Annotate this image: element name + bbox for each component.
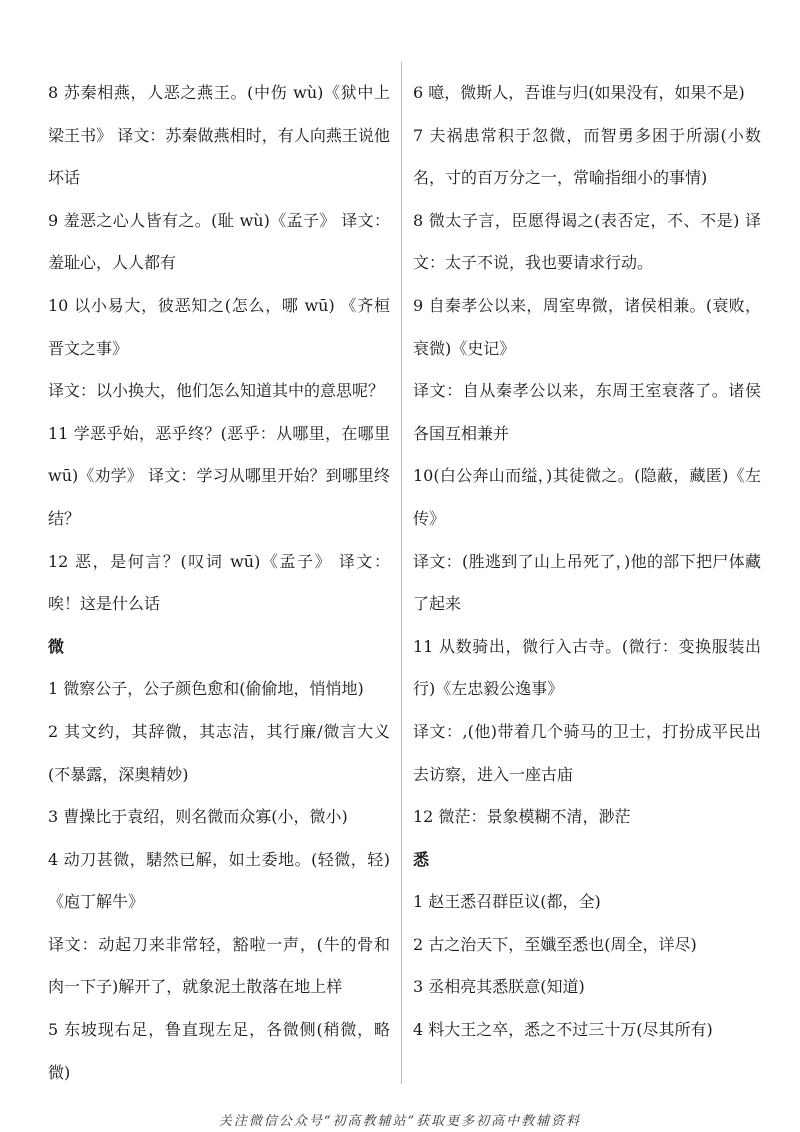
entry-wei-6: 6 噫，微斯人，吾谁与归(如果没有，如果不是) xyxy=(413,83,745,102)
left-column xyxy=(48,72,390,1094)
entry-wei-10: 10(白公奔山而缢，)其徒微之。(隐蔽，藏匿)《左传》 xyxy=(413,466,761,528)
entry-wei-11: 11 从数骑出，微行入古寺。(微行：变换服装出行)《左忠毅公逸事》 xyxy=(413,636,761,699)
entry-wu-9: 9 羞恶之心人皆有之。(耻 wù)《孟子》 译文：羞耻心，人人都有 xyxy=(48,210,390,273)
entry-wu-8: 8 苏秦相燕，人恶之燕王。(中伤 wù)《狱中上梁王书》 译文：苏秦做燕相时，有人向燕王说他坏话 xyxy=(48,83,390,188)
footer-note: 关注微信公众号“初高教辅站”获取更多初高中教辅资料 xyxy=(218,1114,582,1129)
translation-wei-10: 译文：(胜逃到了山上吊死了，)他的部下把尸体藏了起来 xyxy=(413,551,761,614)
entry-wei-7: 7 夫祸患常积于忽微，而智勇多困于所溺(小数名，寸的百万分之一，常喻指细小的事情) xyxy=(413,125,761,188)
entry-wei-9: 9 自秦孝公以来，周室卑微，诸侯相兼。(衰败，衰微)《史记》 xyxy=(413,295,761,358)
column-divider xyxy=(401,62,402,1084)
section-heading-wei: 微 xyxy=(48,636,65,656)
translation-wei-4: 译文：动起刀来非常轻，豁啦一声，(牛的骨和肉一下子)解开了，就象泥土散落在地上样 xyxy=(48,934,390,997)
entry-xi-1: 1 赵王悉召群臣议(都，全) xyxy=(413,892,601,912)
entry-wei-3: 3 曹操比于袁绍，则名微而众寡(小，微小) xyxy=(48,807,348,827)
section-heading-xi: 悉 xyxy=(413,849,430,869)
right-column xyxy=(413,72,761,1052)
entry-wu-10: 10 以小易大，彼恶知之(怎么，哪 wū) 《齐桓晋文之事》 xyxy=(48,295,390,358)
entry-xi-4: 4 料大王之卒，悉之不过三十万(尽其所有) xyxy=(413,1020,713,1040)
entry-xi-3: 3 丞相亮其悉朕意(知道) xyxy=(413,977,585,997)
translation-wei-11: 译文：,(他)带着几个骑马的卫士，打扮成平民出去访察，进入一座古庙 xyxy=(413,721,761,784)
entry-wei-2: 2 其文约，其辞微，其志洁，其行廉/微言大义(不暴露，深奥精妙) xyxy=(48,721,390,784)
entry-wei-12: 12 微茫：景象模糊不清，渺茫 xyxy=(413,807,631,827)
entry-wei-4: 4 动刀甚微，騞然已解，如土委地。(轻微，轻) 《庖丁解牛》 xyxy=(48,849,390,912)
translation-wei-9: 译文：自从秦孝公以来，东周王室衰落了。诸侯各国互相兼并 xyxy=(413,381,761,443)
entry-wu-12: 12 恶，是何言？(叹词 wū)《孟子》 译文：唉！这是什么话 xyxy=(48,551,390,614)
entry-wu-11: 11 学恶乎始，恶乎终？(恶乎：从哪里，在哪里wū)《劝学》 译文：学习从哪里开始？到哪里终结？ xyxy=(48,423,390,528)
entry-wei-5: 5 东坡现右足，鲁直现左足，各微侧(稍微，略微) xyxy=(48,1020,390,1082)
entry-wei-1: 1 微察公子，公子颜色愈和(偷偷地，悄悄地) xyxy=(48,679,364,699)
entry-wei-8: 8 微太子言，臣愿得谒之(表否定，不、不是) 译文：太子不说，我也要请求行动。 xyxy=(413,210,761,273)
translation-wu-10: 译文：以小换大，他们怎么知道其中的意思呢？ xyxy=(48,381,385,401)
entry-xi-2: 2 古之治天下，至孅至悉也(周全，详尽) xyxy=(413,934,697,954)
